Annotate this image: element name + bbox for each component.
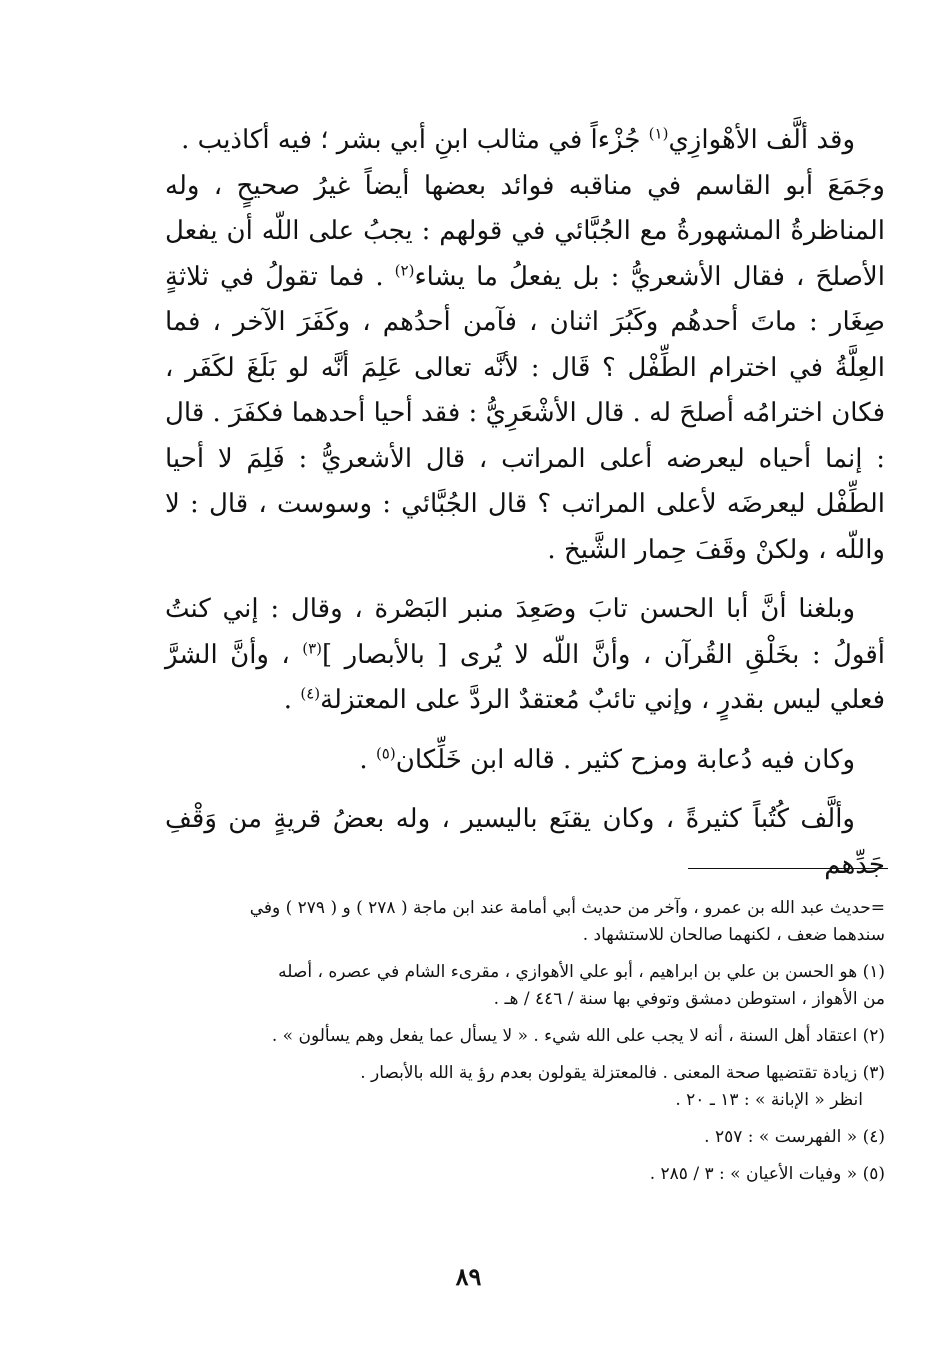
paragraph-3 [165, 587, 885, 724]
footnote-ref-4: (٤) [300, 684, 321, 703]
paragraph-3-text-end: . [283, 685, 301, 715]
paragraph-4-text: وكان فيه دُعابة ومزح كثير . قاله ابن خَلِّكان [395, 744, 855, 775]
paragraph-4-text-end: . [359, 744, 376, 775]
main-text [165, 118, 885, 888]
footnote-4 [165, 1124, 885, 1151]
footnote-3-line-2: انظر « الإبانة » : ١٣ ـ ٢٠ . [675, 1090, 863, 1110]
footnote-1-line-2: من الأهواز ، استوطن دمشق وتوفي بها سنة / ٤٤٦ / هـ . [493, 989, 885, 1009]
paragraph-1-text-rest: جُزْءاً في مثالب ابنِ أبي بشر ؛ فيه أكاذيب . [181, 125, 649, 155]
footnotes [165, 895, 885, 1198]
footnote-ref-3: (٣) [302, 638, 323, 657]
footnote-2-line: (٢) اعتقاد أهل السنة ، أنه لا يجب على الله شيء . « لا يسأل عما يفعل وهم يسألون » . [271, 1026, 885, 1046]
footnote-ref-2: (٢) [394, 260, 415, 279]
footnote-2 [165, 1023, 885, 1050]
footnote-ref-1: (١) [648, 124, 669, 143]
footnote-continued-line-2: سندهما ضعف ، لكنهما صالحان للاستشهاد . [582, 925, 885, 945]
footnote-4-line: (٤) « الفهرست » : ٢٥٧ . [704, 1127, 885, 1147]
footnote-5-line: (٥) « وفيات الأعيان » : ٣ / ٢٨٥ . [649, 1164, 885, 1184]
footnote-5 [165, 1161, 885, 1188]
paragraph-1-text: وقد ألَّف الأهْوازِي [668, 125, 855, 155]
paragraph-1 [165, 118, 885, 164]
footnote-3 [165, 1060, 885, 1114]
footnote-separator [688, 868, 888, 869]
paragraph-5 [165, 797, 885, 888]
paragraph-2-text-rest: . فما تقولُ في ثلاثةٍ صِغَار : ماتَ أحدهُم وكَبُرَ اثنان ، فآمن أحدُهم ، وكَفَرَ الآخر ، فما العِلَّةُ في اخترام الطِّفْل ؟ قَال : لأنَّه تعالى عَلِمَ أنَّه لو بَلَغَ لكَفَر ، فكان اخترامُه أصلحَ له . قال الأشْعَرِيُّ : فقد أحيا أحدهما فكفَرَ . قال : إنما أحياه ليعرضه أعلى المراتب ، قال الأشعريُّ : فَلِمَ لا أحيا الطِّفْل ليعرضَه لأعلى المراتب ؟ قال الجُبَّائي : وسوست ، قال : لا واللّه ، ولكنْ وقَفَ حِمار الشَّيخ . [165, 261, 885, 565]
paragraph-3-text-mid: ، وأنَّ الشرَّ فعلي ليس بقدرٍ ، وإني تائبٌ مُعتقدٌ الردَّ على المعتزلة [165, 639, 885, 715]
footnote-1 [165, 959, 885, 1013]
footnote-3-line-1: (٣) زيادة تقتضيها صحة المعنى . فالمعتزلة يقولون بعدم رؤ ية الله بالأبصار . [360, 1063, 885, 1083]
footnote-ref-5: (٥) [375, 743, 396, 762]
paragraph-4 [165, 738, 885, 784]
page-number: ٨٩ [455, 1262, 482, 1291]
footnote-1-line-1: (١) هو الحسن بن علي بن ابراهيم ، أبو علي الأهوازي ، مقرىء الشام في عصره ، أصله [278, 962, 885, 982]
footnote-continued-line-1: =حديث عبد الله بن عمرو ، وآخر من حديث أبي أمامة عند ابن ماجة ( ٢٧٨ ) و ( ٢٧٩ ) وفي [249, 898, 885, 918]
paragraph-2-text: وجَمَعَ أبو القاسم في مناقبه فوائد بعضها أيضاً غيرُ صحيحٍ ، وله المناظرةُ المشهورةُ مع الجُبَّائي في قولهم : يجبُ على اللّه أن يفعل الأصلحَ ، فقال الأشعريُّ : بل يفعلُ ما يشاء [165, 170, 885, 292]
paragraph-2 [165, 164, 885, 574]
paragraph-5-text: وألَّف كُتُباً كثيرةً ، وكان يقنَع باليسير ، وله بعضُ قريةٍ من وَقْفِ جَدِّهم [165, 804, 885, 880]
paragraph-3-text: وبلغنا أنَّ أبا الحسن تابَ وصَعِدَ منبر البَصْرة ، وقال : إني كنتُ أقولُ : بخَلْقِ القُرآن ، وأنَّ اللّه لا يُرى [ بالأبصار ] [165, 594, 886, 670]
footnote-continued [165, 895, 885, 949]
